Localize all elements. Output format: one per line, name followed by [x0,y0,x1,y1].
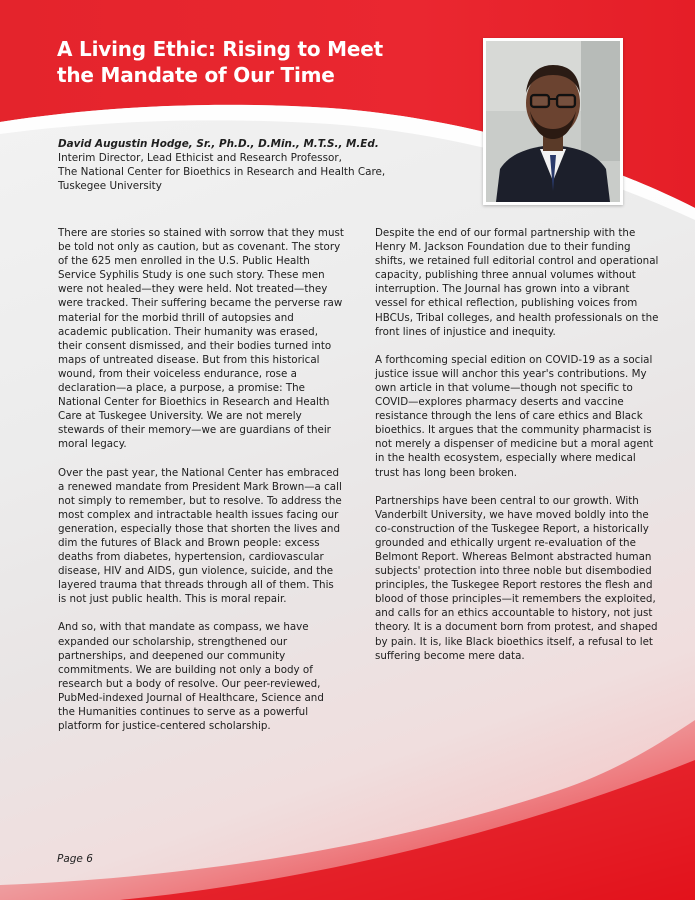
title-line-1: A Living Ethic: Rising to Meet [57,37,383,61]
author-byline [58,137,438,193]
author-title: Interim Director, Lead Ethicist and Research Professor, [58,152,342,164]
right-text-column [375,226,661,677]
article-title [57,36,457,88]
left-text-column [58,226,344,747]
body-paragraph: A forthcoming special edition on COVID-19 as a social justice issue will anchor this year's contributions. My own article in that volume—though not specific to COVID—explores pharmacy deserts and vaccine resistance through the lens of care ethics and Black bioethics. It argues that the community pharmacist is not merely a dispenser of medicine but a moral agent in the health ecosystem, especially where medical trust has long been broken. [375,353,654,479]
title-line-2: the Mandate of Our Time [57,63,335,87]
author-name: David Augustin Hodge, Sr., Ph.D., D.Min., M.T.S., M.Ed. [58,138,379,150]
author-university: Tuskegee University [58,180,162,192]
body-paragraph: There are stories so stained with sorrow that they must be told not only as caution, but as covenant. The story of the 625 men enrolled in the U.S. Public Health Service Syphilis Study is one such story. These men were not healed—they were held. Not treated—they were tracked. Their suffering became the perverse raw material for the morbid thrill of autopsies and academic publication. Their humanity was erased, their consent dismissed, and their bodies turned into maps of untreated disease. But from this historical wound, from their voiceless endurance, rose a declaration—a place, a purpose, a promise: The National Center for Bioethics in Research and Health Care at Tuskegee University. We are not merely stewards of their memory—we are guardians of their moral legacy. [58,227,344,451]
body-paragraph: And so, with that mandate as compass, we have expanded our scholarship, strengthened our partnerships, and deepened our community commitments. We are building not only a body of research but a body of resolve. Our peer-reviewed, PubMed-indexed Journal of Healthcare, Science and the Humanities continues to serve as a powerful platform for justice-centered scholarship. [58,621,324,733]
author-portrait-image [486,41,620,202]
author-photo [483,38,623,205]
body-paragraph: Over the past year, the National Center has embraced a renewed mandate from President Mark Brown—a call not simply to remember, but to resolve. To address the most complex and intractable health issues facing our generation, especially those that shorten the lives and dim the futures of Black and Brown people: excess deaths from diabetes, hypertension, cardiovascular disease, HIV and AIDS, gun violence, suicide, and the layered trauma that threads through all of them. This is not just public health. This is moral repair. [58,466,342,606]
page-number: Page 6 [57,853,93,865]
body-paragraph: Despite the end of our formal partnership with the Henry M. Jackson Foundation due to their funding shifts, we retained full editorial control and operational capacity, publishing three annual volumes without interruption. The Journal has grown into a vibrant vessel for ethical reflection, publishing voices from HBCUs, Tribal colleges, and health professionals on the front lines of injustice and inequity. [375,227,659,338]
author-institution: The National Center for Bioethics in Research and Health Care, [58,166,386,178]
body-paragraph: Partnerships have been central to our growth. With Vanderbilt University, we have moved boldly into the co-construction of the Tuskegee Report, a historically grounded and ethically urgent re-evaluation of the Belmont Report. Whereas Belmont abstracted human subjects' protection into three noble but disembodied principles, the Tuskegee Report restores the flesh and blood of those principles—it remembers the exploited, and calls for an ethics accountable to history, not just theory. It is a document born from protest, and shaped by pain. It is, like Black bioethics itself, a refusal to let suffering become mere data. [375,494,658,662]
